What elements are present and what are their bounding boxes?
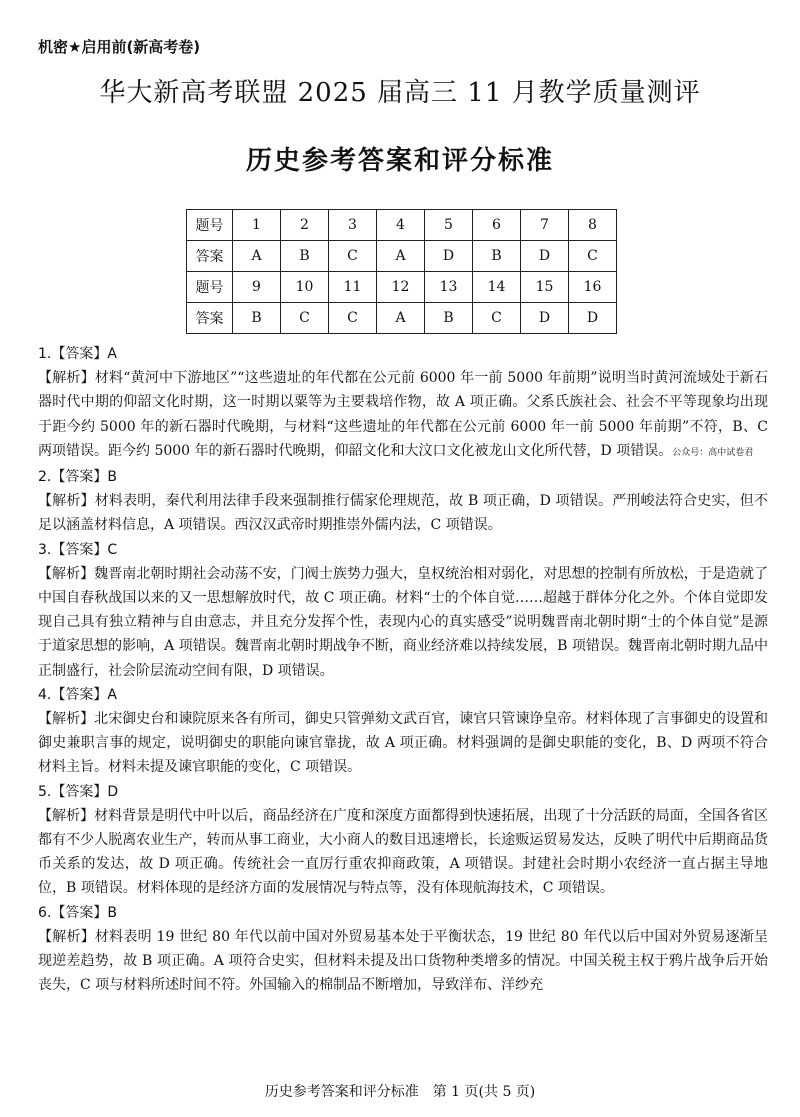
analysis-5: 【解析】材料背景是明代中叶以后，商品经济在广度和深度方面都得到快速拓展，出现了十分活跃的局面，全国各省区都有不少人脱离农业生产，转而从事工商业，大小商人的数目迅速增长，长途贩运贸易发达，反映了明代中后期商品货币关系的发达，故 D 项正确。传统社会一直厉行重农抑商政策，A 项错误。封建社会时期小农经济一直占据主导地位，B 项错误。材料体现的是经济方面的发展情况与特点等，没有体现航海技术，C 项错误。	[38, 807, 768, 897]
table-row-answers-2	[187, 303, 617, 334]
analysis-text: 【解析】材料“黄河中下游地区”“这些遗址的年代都在公元前 6000 年一前 5000 年前期”说明当时黄河流域处于新石器时代中期的仰韶文化时期，这一时期以粟等为主要栽培作物，故 A 项正确。父系氏族社会、社会不平等现象均出现于距今约 5000 年的新石器时代晚期，与材料“这些遗址的年代都在公元前 6000 年一前 5000 年前期”不符，B、C 两项错误。距今约 5000 年的新石器时代晚期，仰韶文化和大汶口文化被龙山文化所代替，D 项错误。	[38, 370, 768, 459]
table-cell: C	[281, 303, 329, 334]
table-cell: 16	[569, 272, 617, 303]
table-row-numbers-2	[187, 272, 617, 303]
analysis-3: 【解析】魏晋南北朝时期社会动荡不安，门阀士族势力强大，皇权统治相对弱化，对思想的控制有所放松，于是造就了中国自春秋战国以来的又一思想解放时代，故 C 项正确。材料“士的个体自觉……超越于群体分化之外。个体自觉即发现自己具有独立精神与自由意志，并且充分发挥个性，表现内心的真实感受”说明魏晋南北朝时期“士的个体自觉”是源于道家思想的影响，A 项错误。魏晋南北朝时期战争不断，商业经济难以持续发展，B 项错误。魏晋南北朝时期九品中正制盛行，社会阶层流动空间有限，D 项错误。	[38, 565, 768, 679]
table-cell: A	[233, 241, 281, 272]
row-label-question: 题号	[187, 272, 233, 303]
table-cell: 11	[329, 272, 377, 303]
table-cell: 2	[281, 210, 329, 241]
table-cell: C	[329, 241, 377, 272]
table-cell: D	[521, 241, 569, 272]
table-cell: 15	[521, 272, 569, 303]
table-cell: D	[425, 241, 473, 272]
table-cell: B	[233, 303, 281, 334]
analysis-6: 【解析】材料表明 19 世纪 80 年代以前中国对外贸易基本处于平衡状态，19 世纪 80 年代以后中国对外贸易逐渐呈现逆差趋势，故 B 项正确。A 项符合史实，但材料未提及出口货物种类增多的情况。中国关税主权于鸦片战争后开始丧失，C 项与材料所述时间不符。外国输入的棉制品不断增加，导致洋布、洋纱充	[38, 928, 768, 994]
table-cell: B	[425, 303, 473, 334]
answer-label-5: 5.【答案】D	[38, 783, 119, 800]
table-cell: 1	[233, 210, 281, 241]
table-cell: 10	[281, 272, 329, 303]
table-cell: 13	[425, 272, 473, 303]
table-cell: A	[377, 303, 425, 334]
table-cell: C	[329, 303, 377, 334]
table-cell: 7	[521, 210, 569, 241]
analysis-2: 【解析】材料表明，秦代利用法律手段来强制推行儒家伦理规范，故 B 项正确，D 项错误。严刑峻法符合史实，但不足以涵盖材料信息，A 项错误。西汉汉武帝时期推崇外儒内法，C 项错误。	[38, 493, 768, 534]
table-cell: 9	[233, 272, 281, 303]
table-cell: C	[473, 303, 521, 334]
analysis-1	[38, 366, 768, 465]
table-cell: D	[521, 303, 569, 334]
analysis-4: 【解析】北宋御史台和谏院原来各有所司，御史只管弹劾文武百官，谏官只管谏诤皇帝。材料体现了言事御史的设置和御史兼职言事的规定，说明御史的职能向谏官靠拢，故 A 项正确。材料强调的是御史职能的变化，B、D 两项不符合材料主旨。材料未提及谏官职能的变化，C 项错误。	[38, 711, 768, 776]
table-cell: D	[569, 303, 617, 334]
page-footer: 历史参考答案和评分标准 第 1 页(共 5 页)	[264, 1084, 536, 1100]
document-title: 历史参考答案和评分标准	[245, 146, 554, 176]
answer-label-1: 1.【答案】A	[38, 346, 117, 362]
watermark-note: 公众号：高中试卷君	[672, 447, 754, 458]
answer-label-3: 3.【答案】C	[38, 541, 118, 558]
table-cell: 3	[329, 210, 377, 241]
table-row-numbers-1	[187, 210, 617, 241]
table-cell: 4	[377, 210, 425, 241]
row-label-question: 题号	[187, 210, 233, 241]
table-cell: 8	[569, 210, 617, 241]
answer-table	[186, 209, 617, 334]
table-cell: B	[473, 241, 521, 272]
table-cell: B	[281, 241, 329, 272]
row-label-answer: 答案	[187, 303, 233, 334]
row-label-answer: 答案	[187, 241, 233, 272]
answer-label-2: 2.【答案】B	[38, 469, 117, 486]
answer-label-4: 4.【答案】A	[38, 686, 117, 703]
table-row-answers-1	[187, 241, 617, 272]
table-cell: 14	[473, 272, 521, 303]
exam-title: 华大新高考联盟 2025 届高三 11 月教学质量测评	[99, 78, 701, 108]
table-cell: 5	[425, 210, 473, 241]
table-cell: C	[569, 241, 617, 272]
answer-label-6: 6.【答案】B	[38, 904, 117, 921]
table-cell: 12	[377, 272, 425, 303]
table-cell: 6	[473, 210, 521, 241]
answer-explanations	[38, 342, 768, 997]
table-cell: A	[377, 241, 425, 272]
confidential-label: 机密★启用前(新高考卷)	[38, 38, 201, 56]
